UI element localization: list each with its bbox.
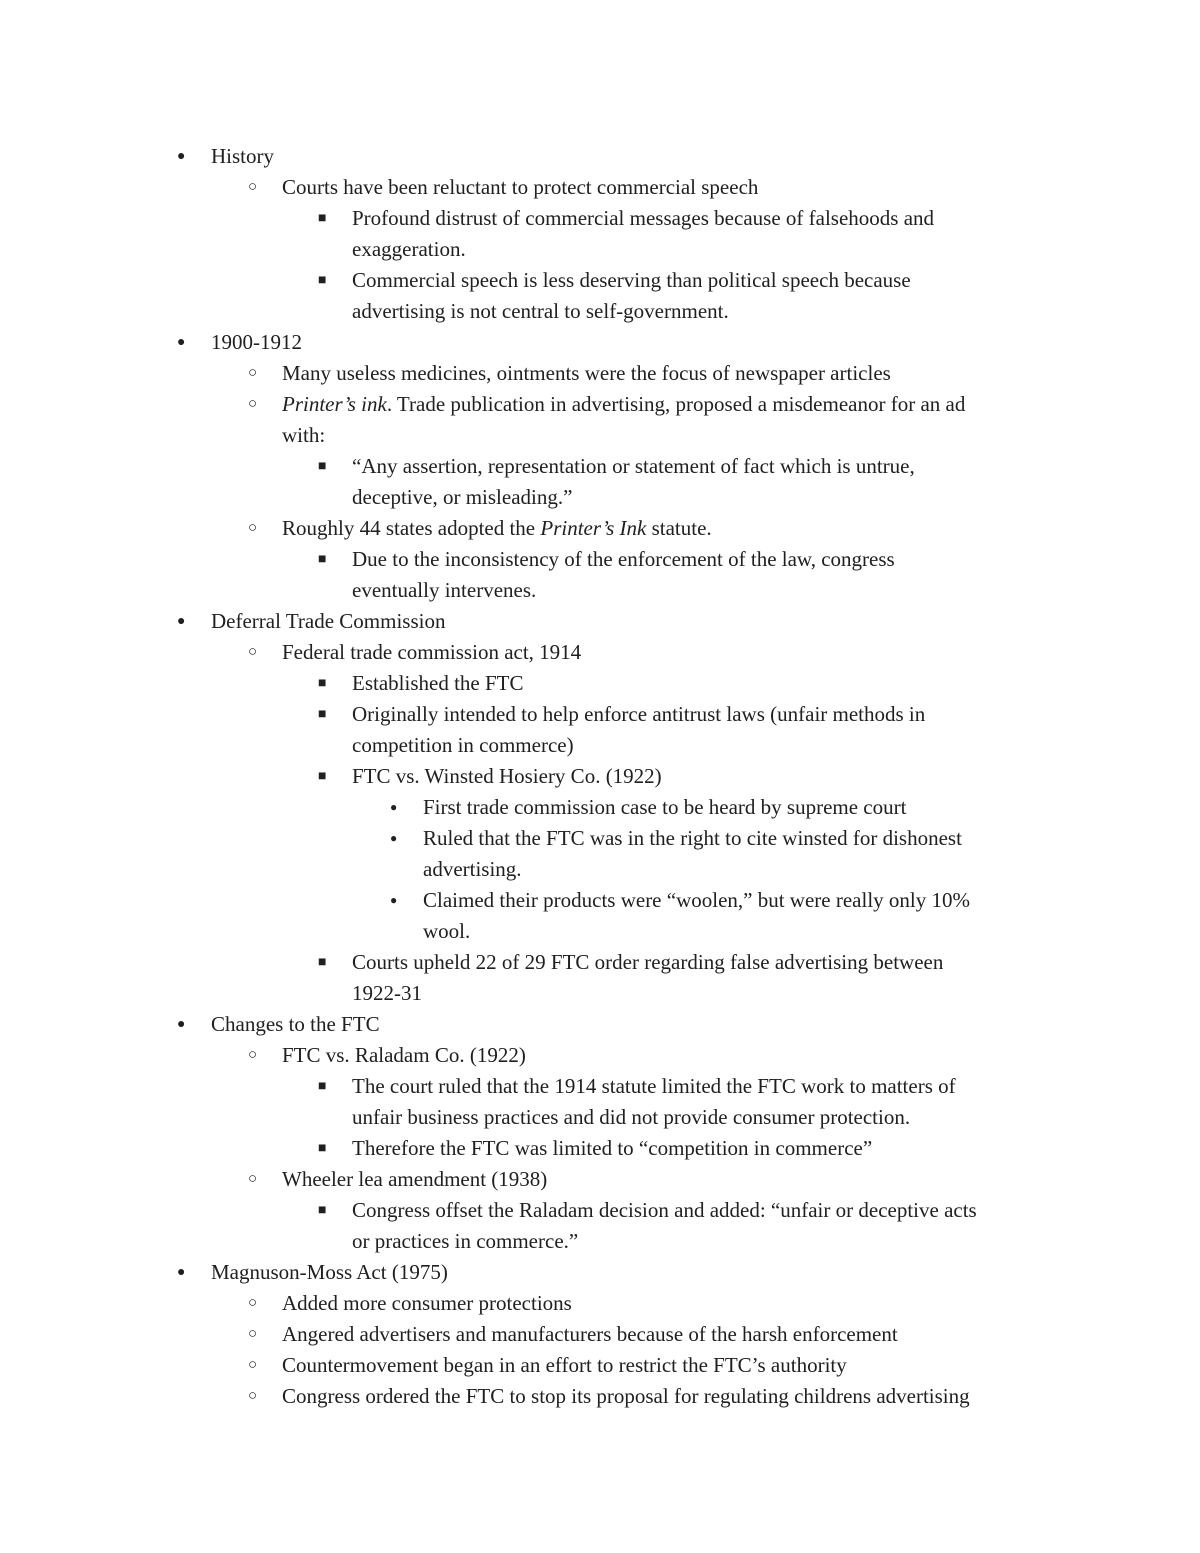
item-distrust: Profound distrust of commercial messages because of falsehoods and	[352, 206, 935, 230]
item-offset: Congress offset the Raladam decision and added: “unfair or deceptive acts	[352, 1198, 977, 1222]
item-claimed: Claimed their products were “woolen,” but were really only 10%	[423, 888, 970, 912]
bullet-level2: ○	[248, 520, 258, 536]
item-antitrust: Originally intended to help enforce antitrust laws (unfair methods in	[352, 702, 926, 726]
item-winsted: FTC vs. Winsted Hosiery Co. (1922)	[352, 764, 662, 788]
bullet-level1: ●	[177, 614, 186, 629]
item-first-case: First trade commission case to be heard by supreme court	[423, 795, 907, 819]
bullet-level2: ○	[248, 644, 258, 660]
item-established: Established the FTC	[352, 671, 524, 695]
bullet-level1: ●	[177, 1017, 186, 1032]
bullet-level2: ○	[248, 1047, 258, 1063]
item-raladam: FTC vs. Raladam Co. (1922)	[282, 1043, 526, 1067]
item-inconsistency: Due to the inconsistency of the enforcement of the law, congress	[352, 547, 895, 571]
heading-commission: Deferral Trade Commission	[211, 609, 446, 633]
bullet-level2: ○	[248, 179, 258, 195]
bullet-level1: ●	[177, 1265, 186, 1280]
bullet-level2: ○	[248, 396, 258, 412]
heading-1900-1912: 1900-1912	[211, 330, 302, 354]
bullet-level4: ●	[390, 893, 398, 907]
item-antitrust-cont: competition in commerce)	[352, 733, 574, 757]
item-printers-ink-cont: with:	[282, 423, 326, 447]
item-added: Added more consumer protections	[282, 1291, 572, 1315]
item-upheld: Courts upheld 22 of 29 FTC order regarding false advertising between	[352, 950, 944, 974]
heading-changes: Changes to the FTC	[211, 1012, 380, 1036]
bullet-level3: ■	[318, 273, 327, 288]
bullet-level4: ●	[390, 800, 398, 814]
printers-ink-title: Printer’s ink	[282, 392, 387, 416]
item-wheeler: Wheeler lea amendment (1938)	[282, 1167, 548, 1191]
bullet-level3: ■	[318, 955, 327, 970]
item-offset-cont: or practices in commerce.”	[352, 1229, 579, 1253]
item-medicines: Many useless medicines, ointments were the focus of newspaper articles	[282, 361, 891, 385]
item-less-deserving-cont: advertising is not central to self-government.	[352, 299, 729, 323]
item-ruled: Ruled that the FTC was in the right to cite winsted for dishonest	[423, 826, 962, 850]
states-text-pre: Roughly 44 states adopted the	[282, 516, 541, 540]
item-states	[282, 513, 712, 544]
bullet-level2: ○	[248, 1388, 258, 1404]
bullet-level1: ●	[177, 149, 186, 164]
heading-history: History	[211, 144, 274, 168]
bullet-level4: ●	[390, 831, 398, 845]
item-ftc-act: Federal trade commission act, 1914	[282, 640, 582, 664]
item-court-ruled: The court ruled that the 1914 statute limited the FTC work to matters of	[352, 1074, 956, 1098]
item-ruled-cont: advertising.	[423, 857, 522, 881]
bullet-level2: ○	[248, 1171, 258, 1187]
bullet-level2: ○	[248, 1357, 258, 1373]
bullet-level2: ○	[248, 365, 258, 381]
bullet-level3: ■	[318, 1079, 327, 1094]
bullet-level3: ■	[318, 676, 327, 691]
item-angered: Angered advertisers and manufacturers because of the harsh enforcement	[282, 1322, 898, 1346]
bullet-level3: ■	[318, 459, 327, 474]
item-claimed-cont: wool.	[423, 919, 471, 943]
item-upheld-cont: 1922-31	[352, 981, 422, 1005]
bullet-level3: ■	[318, 1141, 327, 1156]
bullet-level2: ○	[248, 1326, 258, 1342]
states-text-post: statute.	[646, 516, 712, 540]
printers-ink-text: . Trade publication in advertising, proposed a misdemeanor for an ad	[386, 392, 966, 416]
item-distrust-cont: exaggeration.	[352, 237, 466, 261]
bullet-level3: ■	[318, 552, 327, 567]
bullet-level1: ●	[177, 335, 186, 350]
item-less-deserving: Commercial speech is less deserving than political speech because	[352, 268, 911, 292]
item-assertion-cont: deceptive, or misleading.”	[352, 485, 573, 509]
bullet-level2: ○	[248, 1295, 258, 1311]
item-courts: Courts have been reluctant to protect commercial speech	[282, 175, 759, 199]
item-assertion: “Any assertion, representation or statement of fact which is untrue,	[352, 454, 915, 478]
heading-magnuson: Magnuson-Moss Act (1975)	[211, 1260, 448, 1284]
item-countermovement: Countermovement began in an effort to restrict the FTC’s authority	[282, 1353, 847, 1377]
item-court-ruled-cont: unfair business practices and did not provide consumer protection.	[352, 1105, 911, 1129]
bullet-level3: ■	[318, 707, 327, 722]
item-inconsistency-cont: eventually intervenes.	[352, 578, 537, 602]
bullet-level3: ■	[318, 1203, 327, 1218]
states-text-italic: Printer’s Ink	[540, 516, 647, 540]
item-therefore: Therefore the FTC was limited to “competition in commerce”	[352, 1136, 873, 1160]
item-printers-ink	[282, 389, 965, 420]
item-ordered: Congress ordered the FTC to stop its proposal for regulating childrens advertising	[282, 1384, 970, 1408]
bullet-level3: ■	[318, 769, 327, 784]
bullet-level3: ■	[318, 211, 327, 226]
